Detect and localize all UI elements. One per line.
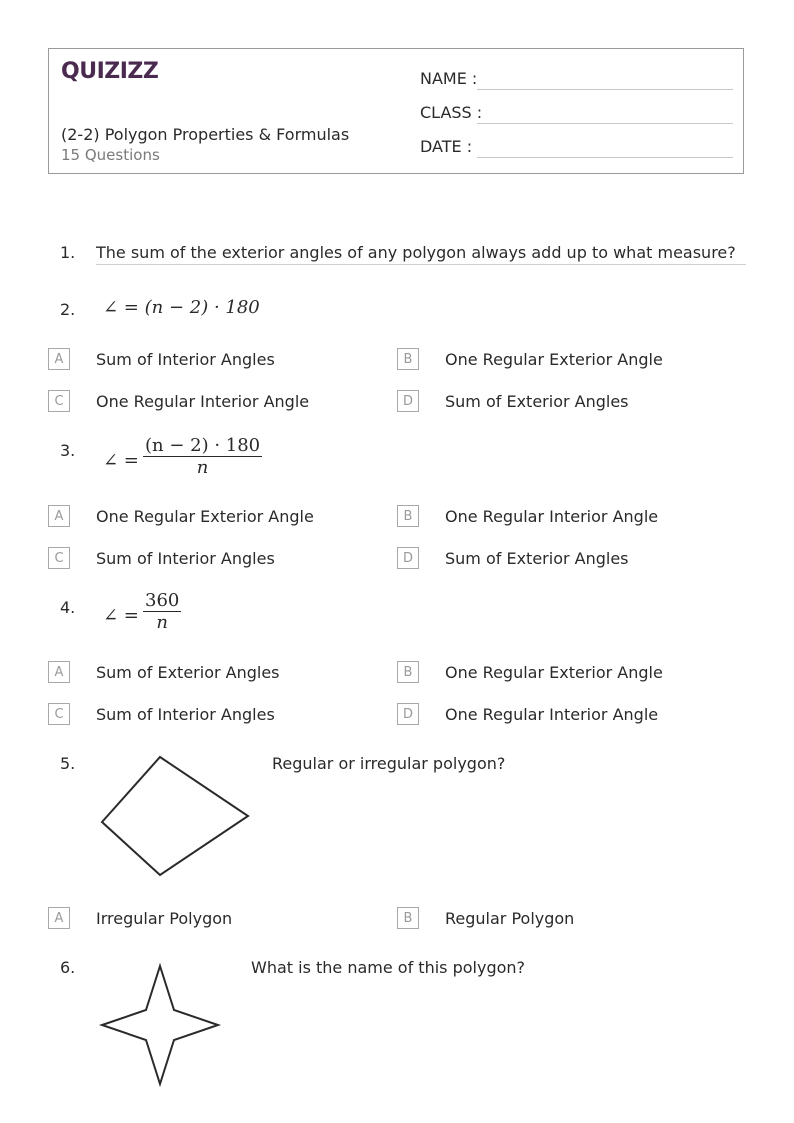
option-text[interactable]: Regular Polygon — [445, 909, 575, 928]
date-field-line[interactable] — [477, 157, 733, 158]
class-label: CLASS : — [420, 103, 483, 122]
option-letter-box[interactable]: D — [397, 390, 419, 412]
name-label: NAME : — [420, 69, 478, 88]
option-letter-box[interactable]: C — [48, 547, 70, 569]
option-text[interactable]: Irregular Polygon — [96, 909, 233, 928]
question-text: Regular or irregular polygon? — [272, 754, 506, 773]
fraction-numerator: (n − 2) · 180 — [145, 435, 261, 456]
option-letter-box[interactable]: D — [397, 547, 419, 569]
option-letter-box[interactable]: B — [397, 907, 419, 929]
option-letter-box[interactable]: C — [48, 703, 70, 725]
option-text[interactable]: One Regular Interior Angle — [445, 705, 659, 724]
option-text[interactable]: Sum of Exterior Angles — [445, 392, 629, 411]
question-count: 15 Questions — [61, 146, 160, 164]
option-letter-box[interactable]: A — [48, 348, 70, 370]
fraction-numerator: 360 — [145, 590, 180, 611]
option-text[interactable]: One Regular Interior Angle — [96, 392, 310, 411]
option-text[interactable]: One Regular Exterior Angle — [445, 350, 663, 369]
question-number: 1. — [60, 243, 76, 262]
formula-fraction — [143, 435, 262, 478]
answer-line[interactable] — [96, 264, 746, 265]
fraction-denominator: n — [196, 457, 209, 478]
question-number: 4. — [60, 598, 76, 617]
question-text: What is the name of this polygon? — [251, 958, 526, 977]
option-letter-box[interactable]: B — [397, 505, 419, 527]
worksheet-title: (2-2) Polygon Properties & Formulas — [61, 125, 350, 144]
worksheet-header — [48, 48, 744, 174]
formula-fraction — [143, 590, 181, 633]
formula-lhs: ∠ = — [103, 605, 139, 626]
option-text[interactable]: Sum of Interior Angles — [96, 350, 275, 369]
option-letter-box[interactable]: B — [397, 661, 419, 683]
option-letter-box[interactable]: A — [48, 661, 70, 683]
option-text[interactable]: Sum of Interior Angles — [96, 549, 275, 568]
question-number: 5. — [60, 754, 76, 773]
option-text[interactable]: Sum of Exterior Angles — [96, 663, 280, 682]
question-number: 6. — [60, 958, 76, 977]
fraction-denominator: n — [156, 612, 168, 633]
class-field-line[interactable] — [477, 123, 733, 124]
option-text[interactable]: One Regular Interior Angle — [445, 507, 659, 526]
option-letter-box[interactable]: B — [397, 348, 419, 370]
formula-lhs: ∠ = — [103, 450, 139, 471]
option-text[interactable]: One Regular Exterior Angle — [96, 507, 314, 526]
option-text[interactable]: Sum of Interior Angles — [96, 705, 275, 724]
formula: ∠ = (n − 2) · 180 — [103, 297, 260, 318]
question-number: 3. — [60, 441, 76, 460]
option-letter-box[interactable]: D — [397, 703, 419, 725]
name-field-line[interactable] — [477, 89, 733, 90]
star-polygon-figure — [96, 960, 226, 1090]
option-letter-box[interactable]: C — [48, 390, 70, 412]
option-text[interactable]: Sum of Exterior Angles — [445, 549, 629, 568]
kite-polygon-figure — [96, 752, 256, 882]
option-text[interactable]: One Regular Exterior Angle — [445, 663, 663, 682]
question-number: 2. — [60, 300, 76, 319]
option-letter-box[interactable]: A — [48, 907, 70, 929]
quizizz-logo: QUIZIZZ — [61, 59, 159, 84]
question-text: The sum of the exterior angles of any polygon always add up to what measure? — [96, 243, 736, 262]
date-label: DATE : — [420, 137, 473, 156]
option-letter-box[interactable]: A — [48, 505, 70, 527]
